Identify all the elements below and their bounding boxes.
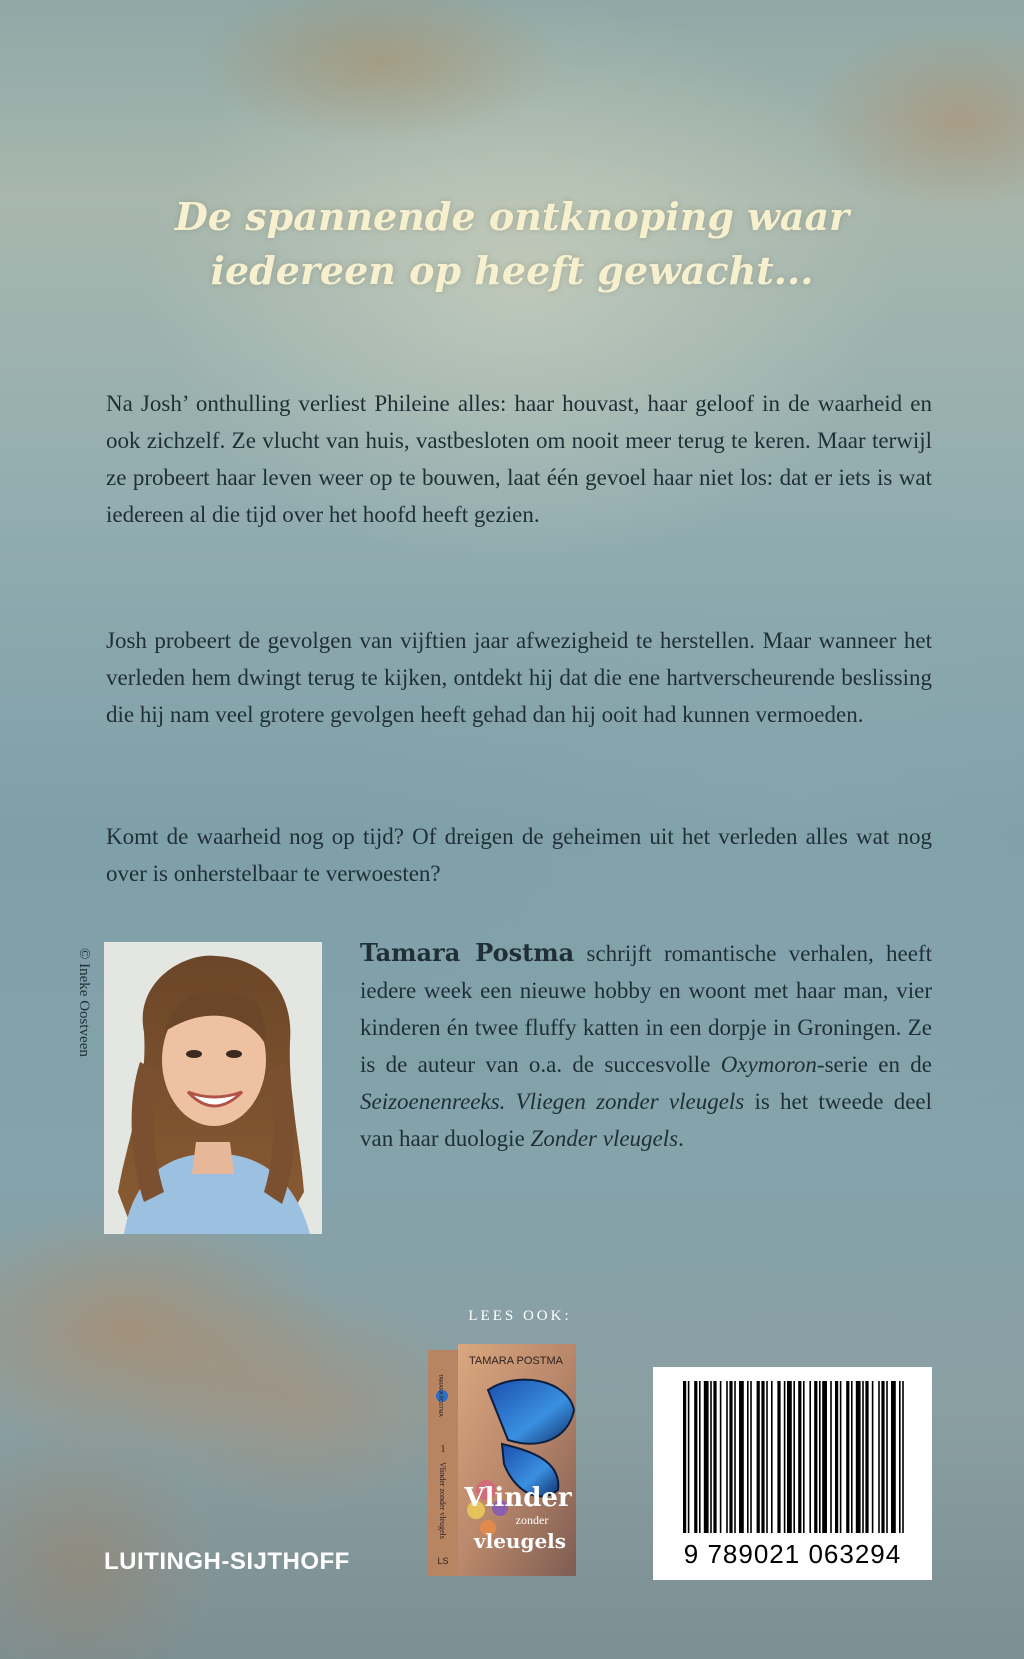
- tagline-line-2: iedereen op heeft gewacht...: [210, 248, 814, 293]
- publisher-logo: LUITINGH-SIJTHOFF: [104, 1548, 350, 1575]
- author-bio: [360, 934, 932, 1157]
- barcode-bar: [856, 1381, 861, 1533]
- bio-duology: Zonder vleugels: [530, 1126, 679, 1151]
- barcode-bar: [720, 1381, 722, 1533]
- isbn-digits: 9 789021 063294: [683, 1539, 902, 1569]
- barcode-bar: [846, 1381, 849, 1533]
- barcode-bar: [886, 1381, 888, 1533]
- mini-book-spine-logo: LS: [437, 1556, 449, 1566]
- also-read-label: LEES OOK:: [468, 1308, 572, 1324]
- barcode-bar: [835, 1381, 838, 1533]
- barcode-bar: [830, 1381, 832, 1533]
- bio-text-1: schrijft romantische verhalen, heeft iedere week een nieuwe hobby en woont met haar man, vier kinderen én twee fluffy katten in een dorpje in Groningen. Ze is de auteur van o.a. de succesvolle: [360, 941, 933, 1077]
- blurb-paragraph-3: Komt de waarheid nog op tijd? Of dreigen de geheimen uit het verleden alles wat nog over is onherstelbaar te verwoesten?: [106, 824, 932, 886]
- barcode-bar: [713, 1381, 716, 1533]
- barcode-bar: [899, 1381, 901, 1533]
- barcode-bar: [819, 1381, 821, 1533]
- author-photo: [104, 942, 322, 1234]
- barcode-bar: [688, 1381, 690, 1533]
- barcode-bar: [787, 1381, 792, 1533]
- author-name: Tamara Postma: [360, 938, 575, 967]
- author-portrait-illustration: [104, 942, 322, 1234]
- barcode-bar: [694, 1381, 697, 1533]
- book-cover-illustration: [428, 1340, 580, 1580]
- barcode-bar: [822, 1381, 827, 1533]
- barcode-bar: [793, 1381, 795, 1533]
- mini-book-spine-title: Vlinder zonder vleugels: [438, 1462, 447, 1539]
- barcode-bar: [803, 1381, 805, 1533]
- mini-book-title-3: vleugels: [473, 1529, 567, 1553]
- mini-book-author: TAMARA POSTMA: [469, 1355, 563, 1367]
- barcode-bar: [777, 1381, 780, 1533]
- bio-text-2: -serie en de: [816, 1052, 932, 1077]
- barcode-bar: [881, 1381, 884, 1533]
- mini-book-spine-number: 1: [440, 1444, 446, 1455]
- barcode-bar: [726, 1381, 728, 1533]
- barcode-bar: [739, 1381, 744, 1533]
- barcode-bar: [747, 1381, 749, 1533]
- bio-text-5: .: [678, 1126, 684, 1151]
- barcode-bar: [771, 1381, 773, 1533]
- barcode-bar: [872, 1381, 874, 1533]
- barcode-bar: [814, 1381, 817, 1533]
- isbn-barcode: [653, 1367, 932, 1580]
- barcode-bar: [766, 1381, 768, 1533]
- tagline-line-1: De spannende ontknoping waar: [174, 194, 850, 239]
- barcode-bar: [798, 1381, 801, 1533]
- blurb-paragraph-2: Josh probeert de gevolgen van vijftien jaar afwezigheid te herstellen. Maar wanneer het verleden hem dwingt terug te kijken, ontdekt hij dat die ene hartverscheurende beslissing die hij nam veel grotere gevolgen heeft gehad dan hij ooit had kunnen vermoeden.: [106, 628, 932, 727]
- barcode-bar: [704, 1381, 709, 1533]
- bio-text-3: [505, 1089, 515, 1114]
- bio-series-2: Seizoenenreeks.: [360, 1089, 506, 1114]
- barcode-bar: [784, 1381, 786, 1533]
- barcode-bar: [809, 1381, 811, 1533]
- barcode-bar: [865, 1381, 868, 1533]
- barcode-bar: [710, 1381, 712, 1533]
- bio-text-4: is het tweede deel van haar duologie: [360, 1089, 933, 1151]
- barcode-bar: [862, 1381, 864, 1533]
- barcode-bar: [902, 1381, 904, 1533]
- bio-book-title: Vliegen zonder vleugels: [515, 1089, 745, 1114]
- barcode-bar: [699, 1381, 701, 1533]
- barcode-bar: [840, 1381, 842, 1533]
- barcode-bar: [891, 1381, 896, 1533]
- barcode-bar: [851, 1381, 853, 1533]
- barcode-bar: [729, 1381, 732, 1533]
- photo-credit: © Ineke Oostveen: [76, 948, 92, 1057]
- barcode-bar: [878, 1381, 880, 1533]
- mini-book-title-1: Vlinder: [464, 1483, 572, 1513]
- barcode-bar: [750, 1381, 752, 1533]
- barcode-bar: [761, 1381, 764, 1533]
- barcode-bar: [757, 1381, 760, 1533]
- barcode-bar: [734, 1381, 736, 1533]
- barcode-bar: [683, 1381, 686, 1533]
- tagline: [150, 190, 874, 298]
- blurb-paragraph-1: Na Josh’ onthulling verliest Phileine alles: haar houvast, haar geloof in de waarheid en ook zichzelf. Ze vlucht van huis, vastbesloten om nooit meer terug te keren. Maar terwijl ze probeert haar leven weer op te bouwen, laat één gevoel haar niet los: dat er iets is wat iedereen al die tijd over het hoofd heeft gezien.: [106, 391, 932, 527]
- mini-book-title-2: zonder: [515, 1513, 549, 1527]
- bio-series-1: Oxymoron: [720, 1052, 817, 1077]
- also-read-book-cover: [428, 1340, 580, 1580]
- mini-book-spine-author: TAMARA POSTMA: [437, 1374, 443, 1417]
- barcode-bars: [653, 1367, 932, 1539]
